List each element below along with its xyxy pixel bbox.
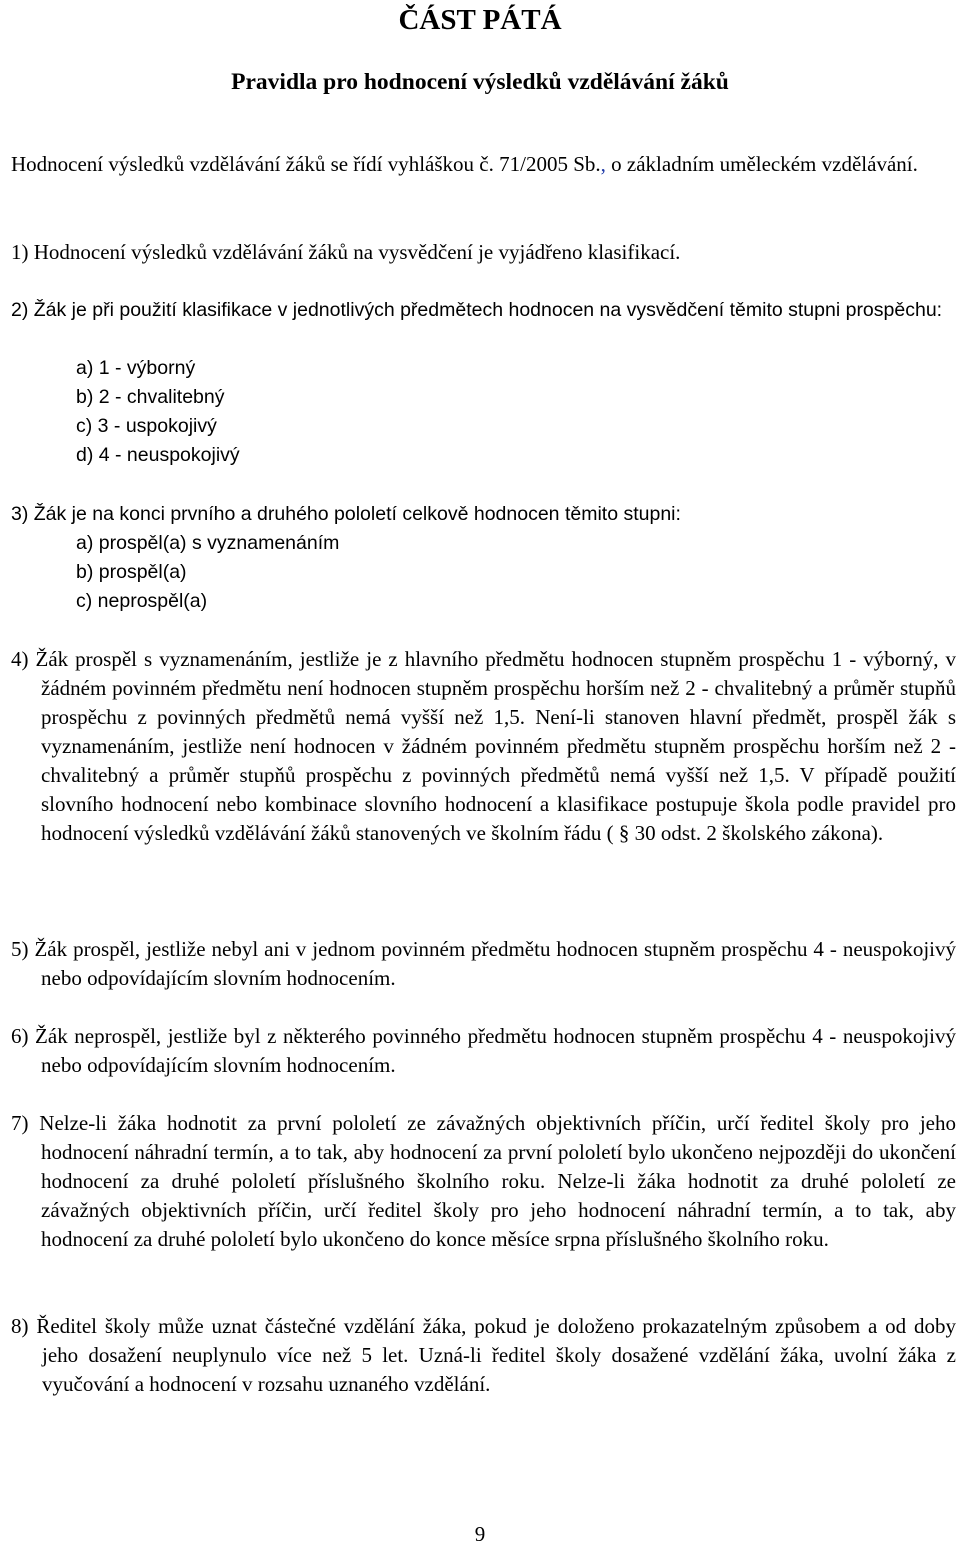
rule-7: [11, 1109, 956, 1254]
rule-3: [11, 500, 956, 529]
rule-3-text: 3) Žák je na konci prvního a druhého pololetí celkově hodnocen těmito stupni:: [11, 503, 681, 525]
rule-3-grade-list: [76, 529, 339, 616]
rule-1: 1) Hodnocení výsledků vzdělávání žáků na vysvědčení je vyjádřeno klasifikací.: [11, 240, 681, 264]
list-item: a) prospěl(a) s vyznamenáním: [76, 532, 340, 554]
list-item: c) neprospěl(a): [76, 590, 208, 612]
rule-5-text: 5) Žák prospěl, jestliže nebyl ani v jednom povinném předmětu hodnocen stupněm prospěchu 4 - neuspokojivý nebo odpovídajícím slovním hodnocením.: [11, 937, 956, 990]
rule-2-grade-list: [76, 354, 240, 470]
intro-comma: ,: [600, 152, 606, 176]
list-item: c) 3 - uspokojivý: [76, 415, 217, 437]
intro-paragraph: [11, 150, 956, 179]
list-item: a) 1 - výborný: [76, 357, 196, 379]
rule-6: [11, 1022, 956, 1080]
intro-text-b: o základním uměleckém vzdělávání.: [605, 152, 918, 176]
part-title: ČÁST PÁTÁ: [398, 4, 562, 36]
section-subtitle: Pravidla pro hodnocení výsledků vzdělávání žáků: [231, 69, 729, 95]
list-item: b) prospěl(a): [76, 561, 187, 583]
list-item: d) 4 - neuspokojivý: [76, 444, 240, 466]
rule-4: [11, 645, 956, 848]
page-number: 9: [474, 1522, 486, 1546]
rule-7-text: 7) Nelze-li žáka hodnotit za první pololetí ze závažných objektivních příčin, určí ředitel školy pro jeho hodnocení náhradní termín, a to tak, aby hodnocení za první pololetí bylo ukončeno nejpozději do ukončení hodnocení za druhé pololetí příslušného školního roku. Nelze-li žáka hodnotit za druhé pololetí ze závažných objektivních příčin, určí ředitel školy pro jeho hodnocení náhradní termín, a to tak, aby hodnocení za druhé pololetí bylo ukončeno do konce měsíce srpna příslušného školního roku.: [11, 1111, 956, 1251]
intro-text-a: Hodnocení výsledků vzdělávání žáků se řídí vyhláškou č. 71/2005 Sb.: [11, 152, 601, 176]
rule-4-text: 4) Žák prospěl s vyznamenáním, jestliže je z hlavního předmětu hodnocen stupněm prospěchu 1 - výborný, v žádném povinném předmětu není hodnocen stupněm prospěchu horším než 2 - chvalitebný a průměr stupňů prospěchu z povinných předmětů nemá vyšší než 1,5. Není-li stanoven hlavní předmět, prospěl žák s vyznamenáním, jestliže není hodnocen v žádném povinném předmětu stupněm prospěchu horším než 2 - chvalitebný a průměr stupňů prospěchu z povinných předmětů nemá vyšší než 1,5. V případě použití slovního hodnocení nebo kombinace slovního hodnocení a klasifikace postupuje škola podle pravidel pro hodnocení výsledků vzdělávání žáků stanovených ve školním řádu ( § 30 odst. 2 školského zákona).: [11, 647, 956, 845]
rule-6-text: 6) Žák neprospěl, jestliže byl z některého povinného předmětu hodnocen stupněm prospěchu 4 - neuspokojivý nebo odpovídajícím slovním hodnocením.: [11, 1024, 956, 1077]
rule-8: [11, 1312, 956, 1399]
rule-2-text: 2) Žák je při použití klasifikace v jednotlivých předmětech hodnocen na vysvědčení těmito stupni prospěchu:: [11, 299, 943, 321]
rule-2: [11, 296, 956, 325]
rule-8-text: 8) Ředitel školy může uznat částečné vzdělání žáka, pokud je doloženo prokazatelným způsobem a od doby jeho dosažení neuplynulo více než 5 let. Uzná-li ředitel školy dosažené vzdělání žáka, uvolní žáka z vyučování a hodnocení v rozsahu uznaného vzdělání.: [11, 1314, 956, 1396]
list-item: b) 2 - chvalitebný: [76, 386, 225, 408]
rule-5: [11, 935, 956, 993]
